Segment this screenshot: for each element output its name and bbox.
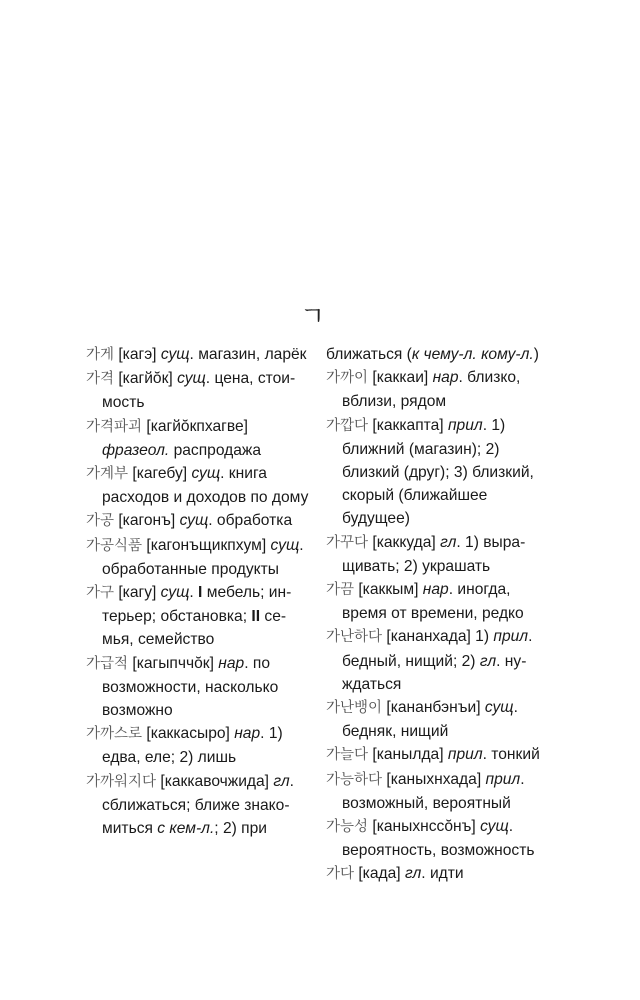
entry-text: . возможный, вероятный	[342, 770, 525, 812]
headword-korean: 가격	[86, 371, 115, 388]
grammar-label: сущ	[480, 818, 509, 836]
sense-number: II	[251, 608, 261, 626]
headword-korean: 가까이	[326, 370, 369, 387]
grammar-label: гл	[404, 865, 422, 883]
entry-text: [кананбэнъи]	[382, 699, 485, 717]
grammar-label: нар	[234, 725, 261, 743]
grammar-label: нар	[422, 581, 449, 599]
grammar-label: нар	[432, 369, 459, 387]
entry-text: [каккым]	[354, 581, 423, 599]
grammar-label: прил	[447, 416, 483, 434]
dictionary-entry	[326, 743, 558, 767]
entry-text: [кагебу]	[128, 465, 192, 483]
entry-text: . магазин, ларёк	[189, 346, 307, 363]
dictionary-entry	[326, 366, 558, 413]
dictionary-entry	[326, 578, 558, 625]
entry-text: [каккапта]	[368, 416, 448, 434]
entry-text: [каныхнхада]	[382, 770, 486, 788]
entry-text: ; 2) при	[214, 820, 267, 838]
dictionary-entry	[86, 534, 310, 581]
headword-korean: 가늘다	[326, 747, 369, 764]
dictionary-entry	[326, 696, 558, 743]
headword-korean: 가난하다	[326, 629, 383, 646]
headword-korean: 가게	[86, 347, 115, 363]
entry-text: . обработанные продукты	[102, 536, 304, 578]
dictionary-entry	[326, 768, 558, 815]
headword-korean: 가공	[86, 513, 115, 530]
entry-text: [кагйŏк]	[114, 370, 178, 388]
grammar-label: прил	[447, 746, 483, 764]
grammar-label: с кем-л.	[157, 820, 215, 838]
section-letter: ㄱ	[300, 302, 326, 332]
entry-text: семья, семейство	[102, 608, 287, 649]
headword-korean: 가까워지다	[86, 773, 157, 790]
entry-text: . иногда, время от времени, редко	[342, 581, 524, 623]
dictionary-entry	[326, 862, 558, 886]
grammar-label: прил	[493, 628, 529, 646]
grammar-label: сущ	[270, 536, 300, 554]
entry-text: . обработка	[208, 512, 293, 530]
entry-text: . 1) выращивать; 2) украшать	[342, 533, 526, 575]
entry-text: . 1) ближний (магазин); 2) близкий (друг); 3) близкий, скорый (ближайшее будущее)	[342, 416, 534, 528]
headword-korean: 가까스로	[86, 726, 143, 743]
grammar-label: к чему-л. кому-л.	[411, 346, 534, 363]
headword-korean: 가능하다	[326, 771, 383, 788]
dictionary-entry	[326, 414, 558, 531]
entry-text: . бедняк, нищий	[342, 699, 518, 741]
headword-korean: 가공식품	[86, 537, 143, 554]
entry-text: [кагонъщикпхум]	[142, 536, 271, 554]
dictionary-entry	[86, 581, 310, 652]
entry-text: . идти	[421, 865, 464, 883]
entry-text: . нуждаться	[342, 652, 527, 693]
dictionary-entry	[86, 415, 310, 462]
dictionary-entry	[86, 343, 310, 367]
grammar-label: сущ	[160, 584, 190, 602]
entry-text: [канылда]	[368, 746, 448, 764]
headword-korean: 가난뱅이	[326, 700, 383, 717]
entry-text: . сближаться; ближе знакомиться	[102, 772, 295, 838]
entry-text: . бедный, нищий; 2)	[342, 628, 533, 670]
entry-text: мебель; интерьер; обстановка;	[102, 584, 292, 626]
headword-korean: 가꾸다	[326, 534, 369, 551]
entry-text: [кагэ]	[114, 346, 161, 363]
entry-text: распродажа	[169, 441, 262, 459]
entry-text: [каккавочжида]	[156, 772, 274, 790]
grammar-label: гл	[440, 533, 457, 551]
dictionary-entry	[326, 625, 558, 696]
entry-text: [каккуда]	[368, 533, 441, 551]
dictionary-entry	[326, 815, 558, 862]
headword-korean: 가끔	[326, 582, 355, 599]
dictionary-entry	[86, 722, 310, 769]
headword-korean: 가다	[326, 866, 355, 883]
right-column	[326, 343, 558, 887]
entry-text: . 1) едва, еле; 2) лишь	[102, 725, 283, 767]
entry-text: .	[189, 584, 199, 602]
dictionary-entry	[326, 531, 558, 578]
entry-text: )	[533, 346, 539, 363]
entry-text: [кагу]	[114, 584, 161, 602]
entry-text: ближаться (	[326, 346, 412, 363]
dictionary-entry	[86, 770, 310, 841]
dictionary-entry	[86, 652, 310, 723]
entry-text: [кагйŏкпхагве]	[142, 417, 248, 435]
dictionary-entry	[86, 509, 310, 533]
grammar-label: гл	[273, 772, 290, 790]
dictionary-entry	[86, 367, 310, 414]
dictionary-entry	[326, 343, 558, 366]
sense-number: I	[198, 584, 203, 602]
left-column	[86, 343, 310, 840]
entry-text: . цена, стоимость	[102, 370, 296, 412]
grammar-label: сущ	[160, 346, 190, 363]
entry-text: . тонкий	[482, 746, 540, 764]
entry-text: . близко, вблизи, рядом	[342, 369, 521, 411]
headword-korean: 가깝다	[326, 417, 369, 434]
grammar-label: прил	[485, 770, 521, 788]
grammar-label: фразеол.	[102, 441, 170, 459]
entry-text: . книга расходов и доходов по дому	[102, 465, 309, 507]
entry-text: [кананхада] 1)	[382, 628, 494, 646]
entry-text: [кагонъ]	[114, 512, 180, 530]
headword-korean: 가능성	[326, 819, 369, 836]
grammar-label: сущ	[177, 370, 206, 388]
entry-text: . вероятность, возможность	[342, 818, 535, 860]
entry-text: [каккасыро]	[142, 725, 235, 743]
grammar-label: сущ	[179, 512, 209, 530]
entry-text: [кагыпччŏк]	[128, 654, 219, 672]
entry-text: [каныхнссŏнъ]	[368, 818, 481, 836]
grammar-label: гл	[479, 652, 497, 670]
headword-korean: 가격파괴	[86, 418, 143, 435]
headword-korean: 가계부	[86, 466, 129, 483]
grammar-label: сущ	[484, 699, 514, 717]
entry-text: . по возможности, насколько возможно	[102, 654, 279, 720]
headword-korean: 가급적	[86, 655, 129, 672]
grammar-label: сущ	[191, 465, 221, 483]
dictionary-entry	[86, 462, 310, 509]
entry-text: [каккаи]	[368, 369, 433, 387]
grammar-label: нар	[218, 654, 245, 672]
headword-korean: 가구	[86, 585, 115, 602]
entry-text: [када]	[354, 865, 405, 883]
